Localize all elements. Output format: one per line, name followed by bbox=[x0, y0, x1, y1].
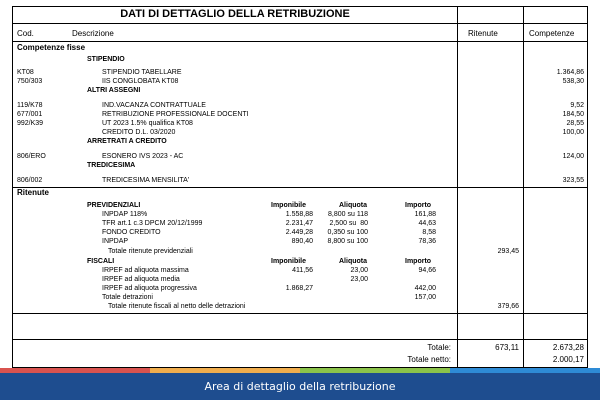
row-importo: 161,88 bbox=[414, 211, 436, 218]
col-aliquota: Aliquota bbox=[339, 258, 367, 265]
section-ritenute: Ritenute bbox=[17, 188, 49, 197]
row-competenze: 538,30 bbox=[562, 78, 584, 85]
caption-banner bbox=[0, 368, 600, 400]
stripe-blue bbox=[450, 368, 600, 373]
row-desc: ESONERO IVS 2023 - AC bbox=[102, 153, 184, 160]
row-imponibile: 2.231,47 bbox=[285, 220, 313, 227]
title-rule bbox=[13, 23, 587, 24]
totale-fiscali-value: 379,66 bbox=[497, 303, 519, 310]
totale-netto-label: Totale netto: bbox=[407, 355, 451, 364]
row-importo: 442,00 bbox=[414, 285, 436, 292]
row-cod: 806/002 bbox=[17, 177, 43, 184]
row-desc: STIPENDIO TABELLARE bbox=[102, 69, 182, 76]
row-desc: CREDITO D.L. 03/2020 bbox=[102, 129, 176, 136]
row-cod: KT08 bbox=[17, 69, 34, 76]
payslip-detail-sheet bbox=[12, 6, 588, 368]
row-importo: 44,63 bbox=[418, 220, 436, 227]
row-aliquota: 8,800 su 118 bbox=[328, 211, 368, 218]
row-cod: 677/001 bbox=[17, 111, 43, 118]
row-importo: 94,66 bbox=[418, 267, 436, 274]
row-desc: UT 2023 1.5% qualifica KT08 bbox=[102, 120, 193, 127]
stripe-green bbox=[300, 368, 450, 373]
totale-fiscali-label: Totale ritenute fiscali al netto delle detrazioni bbox=[108, 303, 246, 310]
row-aliquota: 23,00 bbox=[350, 276, 368, 283]
row-desc: TFR art.1 c.3 DPCM 20/12/1999 bbox=[102, 220, 203, 227]
row-importo: 8,58 bbox=[422, 229, 436, 236]
row-desc: IND.VACANZA CONTRATTUALE bbox=[102, 102, 206, 109]
row-desc: FONDO CREDITO bbox=[102, 229, 161, 236]
row-aliquota: 2,500 su 80 bbox=[329, 220, 368, 227]
totale-netto-value: 2.000,17 bbox=[552, 355, 584, 364]
row-competenze: 28,55 bbox=[566, 120, 584, 127]
row-aliquota: 23,00 bbox=[350, 267, 368, 274]
section-competenze-fisse: Competenze fisse bbox=[17, 43, 86, 52]
totale-competenze: 2.673,28 bbox=[552, 343, 584, 352]
group-previdenziali: PREVIDENZIALI bbox=[87, 202, 141, 209]
row-competenze: 323,55 bbox=[562, 177, 584, 184]
header-cod: Cod. bbox=[17, 29, 34, 38]
group-stipendio: STIPENDIO bbox=[87, 56, 125, 63]
stripe-red bbox=[0, 368, 150, 373]
row-desc: TREDICESIMA MENSILITA' bbox=[102, 177, 190, 184]
row-imponibile: 2.449,28 bbox=[285, 229, 313, 236]
header-competenze: Competenze bbox=[529, 29, 575, 38]
row-cod: 119/K78 bbox=[17, 102, 43, 109]
row-importo: 78,36 bbox=[418, 238, 436, 245]
page-title: DATI DI DETTAGLIO DELLA RETRIBUZIONE bbox=[120, 8, 350, 20]
row-desc: IRPEF ad aliquota massima bbox=[102, 267, 189, 274]
totale-previdenziali-value: 293,45 bbox=[497, 248, 519, 255]
competenze-end-rule bbox=[13, 187, 587, 188]
row-cod: 992/K39 bbox=[17, 120, 44, 127]
group-arretrati: ARRETRATI A CREDITO bbox=[87, 138, 167, 145]
row-imponibile: 411,56 bbox=[292, 267, 313, 274]
totals-rule bbox=[13, 339, 587, 340]
row-desc: IRPEF ad aliquota progressiva bbox=[102, 285, 197, 292]
group-tredicesima: TREDICESIMA bbox=[87, 162, 136, 169]
col-aliquota: Aliquota bbox=[339, 202, 367, 209]
col-imponibile: Imponibile bbox=[271, 202, 306, 209]
row-cod: 806/ERO bbox=[17, 153, 46, 160]
row-desc: IRPEF ad aliquota media bbox=[102, 276, 180, 283]
row-imponibile: 1.868,27 bbox=[285, 285, 313, 292]
row-desc: INPDAP bbox=[102, 238, 129, 245]
col-imponibile: Imponibile bbox=[271, 258, 306, 265]
row-desc: RETRIBUZIONE PROFESSIONALE DOCENTI bbox=[102, 111, 249, 118]
row-competenze: 124,00 bbox=[562, 153, 584, 160]
totale-detrazioni-value: 157,00 bbox=[414, 294, 436, 301]
stripe-orange bbox=[150, 368, 300, 373]
row-competenze: 1.364,86 bbox=[556, 69, 584, 76]
row-competenze: 184,50 bbox=[562, 111, 584, 118]
totale-ritenute: 673,11 bbox=[495, 343, 519, 352]
row-competenze: 100,00 bbox=[562, 129, 584, 136]
row-desc: INPDAP 118% bbox=[102, 211, 148, 218]
col-importo: Importo bbox=[405, 202, 432, 209]
caption-text: Area di dettaglio della retribuzione bbox=[204, 380, 396, 393]
totale-label: Totale: bbox=[427, 343, 451, 352]
row-aliquota: 0,350 su 100 bbox=[327, 229, 368, 236]
totale-detrazioni-label: Totale detrazioni bbox=[102, 294, 153, 301]
header-rule bbox=[13, 41, 587, 42]
row-cod: 750/303 bbox=[17, 78, 43, 85]
totale-previdenziali-label: Totale ritenute previdenziali bbox=[108, 248, 193, 255]
row-imponibile: 890,40 bbox=[291, 238, 313, 245]
col-importo: Importo bbox=[405, 258, 432, 265]
header-ritenute: Ritenute bbox=[468, 29, 498, 38]
ritenute-end-rule bbox=[13, 313, 587, 314]
header-descrizione: Descrizione bbox=[72, 29, 114, 38]
row-competenze: 9,52 bbox=[570, 102, 584, 109]
row-aliquota: 8,800 su 100 bbox=[327, 238, 368, 245]
group-altri-assegni: ALTRI ASSEGNI bbox=[87, 87, 141, 94]
row-imponibile: 1.558,88 bbox=[285, 211, 313, 218]
row-desc: IIS CONGLOBATA KT08 bbox=[102, 78, 179, 85]
group-fiscali: FISCALI bbox=[87, 258, 115, 265]
